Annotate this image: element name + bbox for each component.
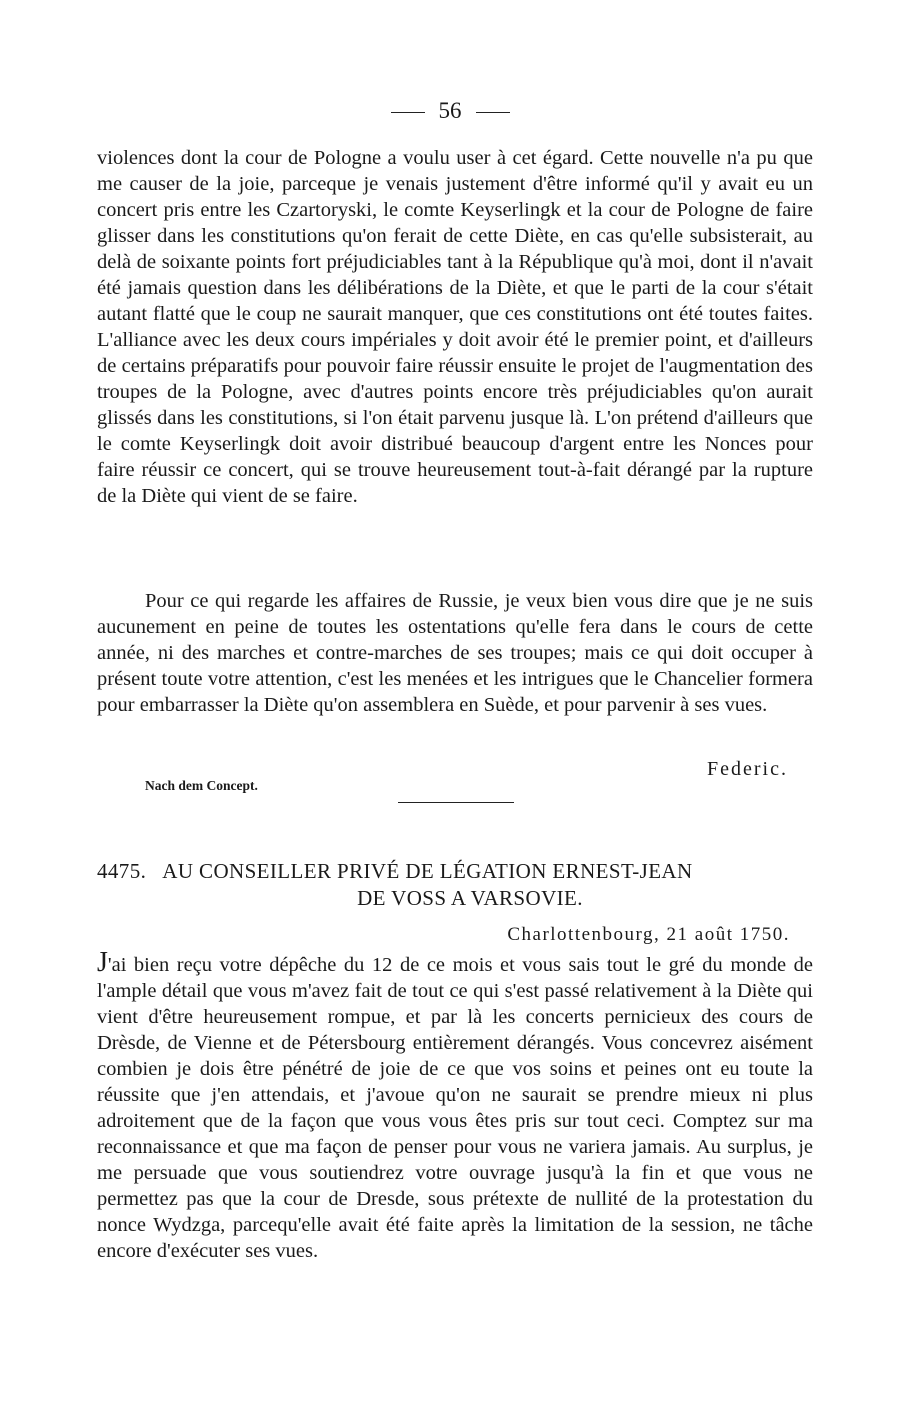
page-number-right-rule xyxy=(476,112,510,113)
paragraph-text: violences dont la cour de Pologne a voulu user à cet égard. Cette nouvelle n'a pu que me causer de la joie, parceque je venais justement d'être informé qu'il y avait eu un concert pris entre les Czartoryski, le comte Keyserlingk et la cour de Pologne de faire glisser dans les constitutions qu'on ferait de cette Diète, en cas qu'elle subsisterait, au delà de soixante points fort préjudiciables tant à la République qu'à moi, dont il n'avait été jamais question dans les délibérations de la Diète, et que le parti de la cour s'était autant flatté que le coup ne saurait manquer, que ces constitutions ont été toutes faites. L'alliance avec les deux cours impériales y doit avoir été le premier point, et d'ailleurs de certains préparatifs pour pouvoir faire réussir ensuite le projet de l'augmentation des troupes de la Pologne, avec d'autres points encore très préjudiciables qu'on aurait glissés dans les constitutions, si l'on était parvenu jusque là. L'on prétend d'ailleurs que le comte Keyserlingk doit avoir distribué beaucoup d'argent entre les Nonces pour faire réussir ce concert, qui se trouve heureusement tout-à-fait dérangé par la rupture de la Diète qui vient de se faire. xyxy=(97,147,813,507)
letter-body xyxy=(97,947,813,1264)
drop-cap: J xyxy=(97,947,108,978)
paragraph-continued xyxy=(97,145,813,509)
letter-body-text: 'ai bien reçu votre dépêche du 12 de ce mois et vous sais tout le gré du monde de l'ample détail que vous m'avez fait de tout ce qui s'est passé relativement à la Diète qui vient d'être heureusement rompue, et par là les concerts pernicieux des cours de Drèsde, de Vienne et de Pétersbourg entièrement dérangés. Vous concevrez aisément combien je dois être pénétré de joie de ce que vos soins et peines ont eu toute la réussite que j'en attendais, et j'avoue qu'on ne saurait se prendre mieux ni plus adroitement que de la façon que vous vous êtes pris sur tout ceci. Comptez sur ma reconnaissance et que ma façon de penser pour vous ne variera jamais. Au surplus, je me persuade que vous soutiendrez votre ouvrage jusqu'à la fin et que vous ne permettez pas que la cour de Dresde, sous prétexte de nullité de la protestation du nonce Wydzga, parcequ'elle avait été faite après la limitation de la session, ne tâche encore d'exécuter ses vues. xyxy=(97,954,813,1262)
page-number-left-rule xyxy=(391,112,425,113)
page-number-text: 56 xyxy=(438,98,462,123)
source-note: Nach dem Concept. xyxy=(145,778,258,793)
section-divider xyxy=(398,802,514,803)
letter-paragraph xyxy=(97,947,813,1264)
letter-heading-line1: AU CONSEILLER PRIVÉ DE LÉGATION ERNEST-JEAN xyxy=(162,859,693,883)
signature: Federic. xyxy=(707,758,788,780)
letter-number: 4475. xyxy=(97,859,147,883)
letter-dateline: Charlottenbourg, 21 août 1750. xyxy=(507,924,790,945)
paragraph-russia xyxy=(97,588,813,718)
letter-heading xyxy=(97,858,813,912)
page-number xyxy=(0,96,900,126)
paragraph-text: Pour ce qui regarde les affaires de Russie, je veux bien vous dire que je ne suis aucunement en peine de toutes les ostentations qu'elle fera dans le cours de cette année, ni des marches et contre-marches de ses troupes; mais ce qui doit occuper à présent toute votre attention, c'est les menées et les intrigues que le Chancelier formera pour embarrasser la Diète qu'on assemblera en Suède, et pour parvenir à ses vues. xyxy=(97,590,813,716)
letter-heading-line2: DE VOSS A VARSOVIE. xyxy=(357,886,583,910)
